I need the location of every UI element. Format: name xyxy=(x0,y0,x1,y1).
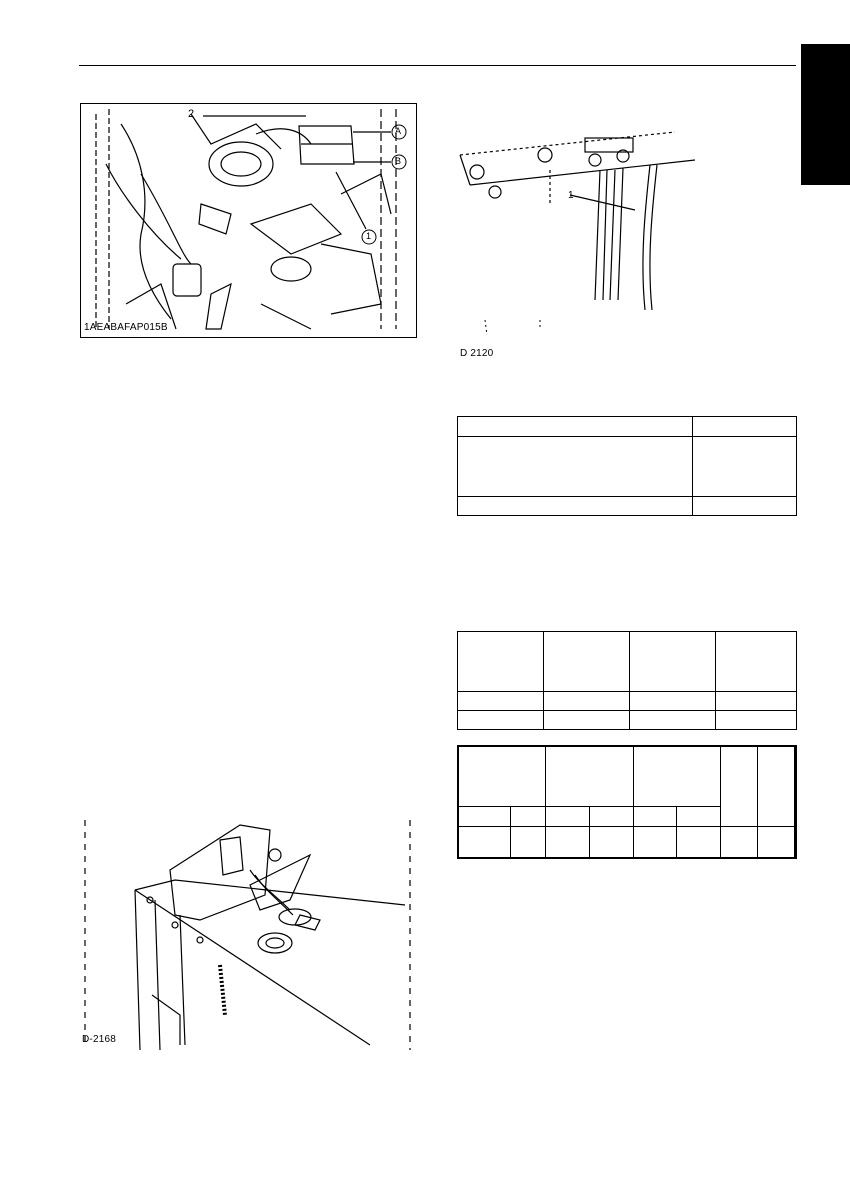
table-3-cell xyxy=(511,826,546,858)
table-1-cell xyxy=(458,497,693,516)
table-2-cell xyxy=(544,632,630,692)
table-3-cell xyxy=(633,806,677,826)
drain-figure xyxy=(455,120,700,370)
header-rule xyxy=(79,65,796,66)
table-3-cell xyxy=(546,746,633,806)
table-3-cell xyxy=(794,746,796,826)
table-3-cell xyxy=(511,806,546,826)
table-2-cell xyxy=(630,632,716,692)
table-2-cell xyxy=(544,692,630,711)
table-3-cell xyxy=(458,746,546,806)
engine-figure xyxy=(80,103,417,338)
table-2-cell xyxy=(716,711,797,730)
table-2-cell xyxy=(458,632,544,692)
table-3 xyxy=(457,745,797,859)
table-3-cell xyxy=(720,746,757,826)
table-3-cell xyxy=(589,806,633,826)
table-2-cell xyxy=(458,692,544,711)
engine-figure-code: 1AEABAFAP015B xyxy=(84,322,168,333)
table-1-cell xyxy=(693,437,797,497)
table-3-cell xyxy=(633,826,677,858)
table-3-cell xyxy=(458,806,511,826)
table-3-cell xyxy=(794,826,796,858)
table-3-cell xyxy=(589,826,633,858)
table-1-cell xyxy=(693,417,797,437)
drain-hose-icon xyxy=(455,120,700,370)
table-2-cell xyxy=(716,692,797,711)
table-2-cell xyxy=(458,711,544,730)
table-2-cell xyxy=(630,711,716,730)
drain-figure-code: D 2120 xyxy=(460,348,494,359)
refuel-figure-code: D-2168 xyxy=(82,1034,116,1045)
table-1-cell xyxy=(458,417,693,437)
table-1 xyxy=(457,416,797,516)
table-1-cell xyxy=(458,437,693,497)
table-3-cell xyxy=(757,746,794,826)
callout-one: 1 xyxy=(366,231,372,241)
table-2-cell xyxy=(630,692,716,711)
drain-callout-one: 1 xyxy=(568,190,574,201)
table-2-cell xyxy=(544,711,630,730)
table-3-cell xyxy=(546,806,590,826)
table-3-cell xyxy=(677,806,721,826)
table-1-cell xyxy=(693,497,797,516)
table-3-cell xyxy=(633,746,720,806)
table-3-cell xyxy=(720,826,757,858)
table-3-cell xyxy=(458,826,511,858)
section-tab xyxy=(801,44,850,185)
table-3-cell xyxy=(546,826,590,858)
table-2 xyxy=(457,631,797,730)
callout-two: 2 xyxy=(188,108,195,120)
coolant-reservoir-icon xyxy=(81,104,416,337)
fuel-can-icon xyxy=(80,815,415,1050)
callout-a: A xyxy=(395,126,402,136)
callout-b: B xyxy=(395,156,402,166)
table-2-cell xyxy=(716,632,797,692)
table-3-cell xyxy=(677,826,721,858)
refuel-figure xyxy=(80,815,415,1050)
table-3-cell xyxy=(757,826,794,858)
